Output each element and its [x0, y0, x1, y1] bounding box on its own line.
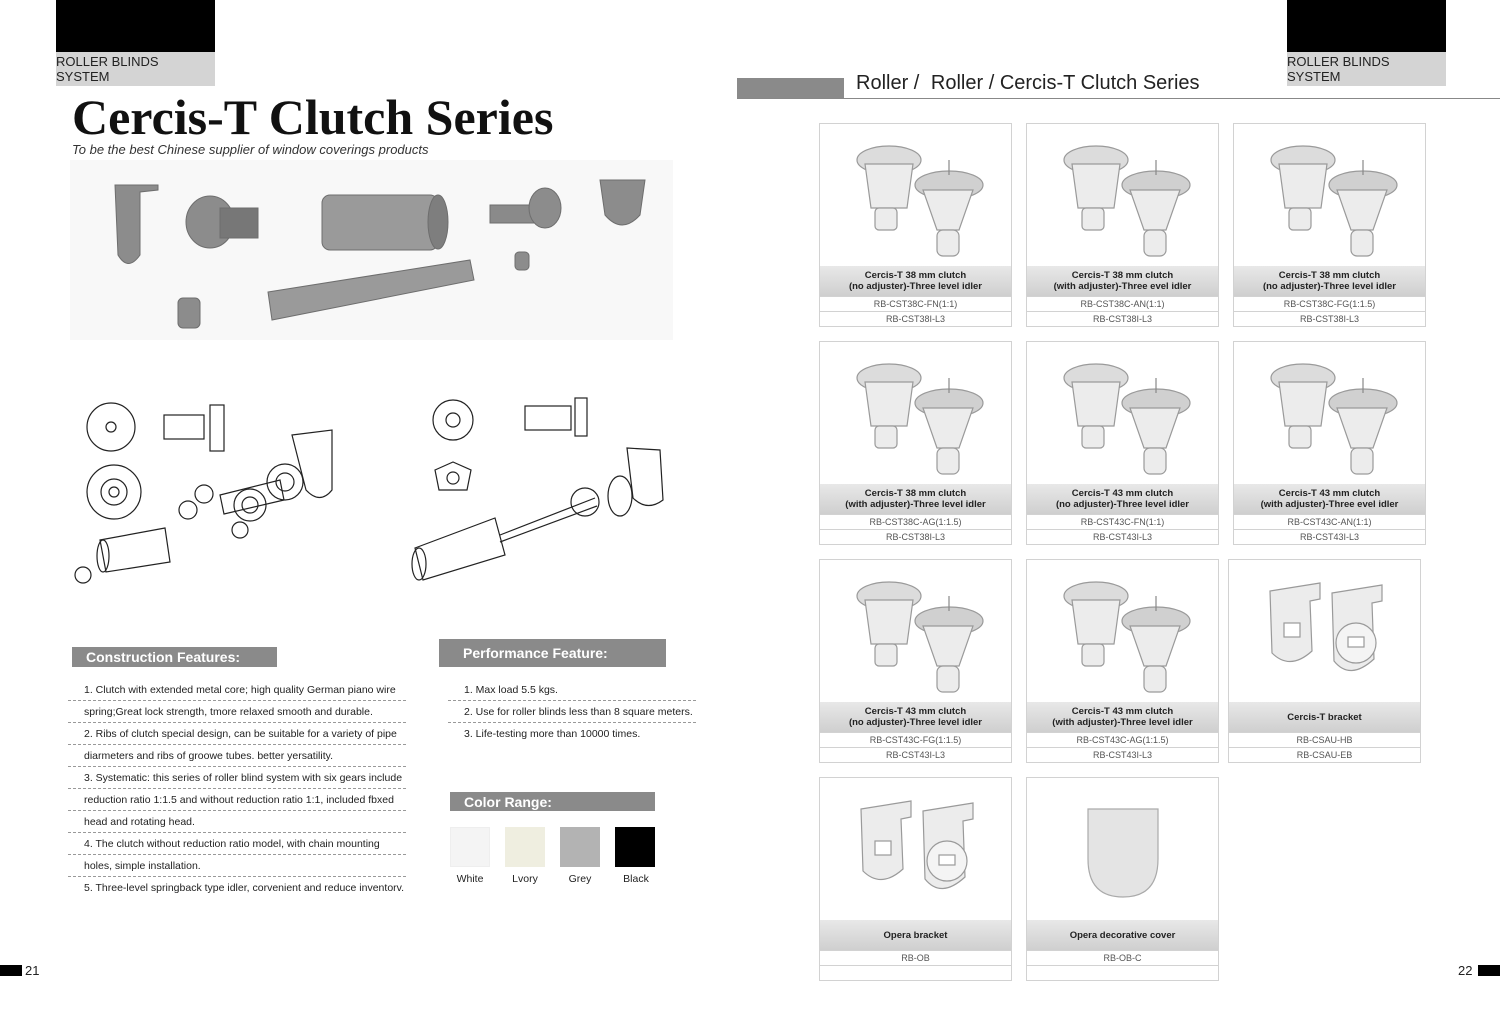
- product-name: [820, 266, 1011, 296]
- section-tag-left: ROLLER BLINDS SYSTEM: [56, 52, 215, 86]
- product-name-line-1: Cercis-T 38 mm clutch: [1071, 270, 1174, 281]
- product-name-line-1: Cercis-T bracket: [1287, 711, 1362, 723]
- product-code: RB-CST38I-L3: [1234, 311, 1425, 326]
- product-code: [820, 965, 1011, 980]
- product-card: [1026, 777, 1219, 981]
- breadcrumb-rule: [737, 98, 1500, 99]
- list-item: 3. Systematic: this series of roller blind system with six gears include: [68, 767, 406, 789]
- color-label-ivory: Lvory: [512, 873, 538, 885]
- product-code: RB-CSAU-EB: [1229, 747, 1420, 762]
- product-name-line-1: Cercis-T 38 mm clutch: [864, 270, 967, 281]
- product-card: [819, 341, 1012, 545]
- color-swatch-ivory: [505, 827, 545, 867]
- exploded-diagram-right: [405, 390, 670, 590]
- page-number-right: 22: [1458, 963, 1473, 978]
- list-item: head and rotating head.: [68, 811, 406, 833]
- product-code: RB-CST38C-FN(1:1): [820, 296, 1011, 311]
- clutch-idler-icon: [820, 124, 1011, 266]
- product-name-line-1: Cercis-T 43 mm clutch: [1278, 488, 1381, 499]
- product-name-line-2: (with adjuster)-Three evel idler: [1260, 499, 1399, 510]
- clutch-idler-icon: [1027, 124, 1218, 266]
- product-code: RB-CST38C-FG(1:1.5): [1234, 296, 1425, 311]
- color-range-heading: Color Range:: [450, 792, 655, 811]
- product-code: RB-CST43C-FN(1:1): [1027, 514, 1218, 529]
- clutch-idler-icon: [820, 342, 1011, 484]
- product-name: [820, 920, 1011, 950]
- list-item: spring;Great lock strength, tmore relaxed smooth and durable.: [68, 701, 406, 723]
- page-marker-right: [1478, 965, 1500, 976]
- product-card: [819, 559, 1012, 763]
- product-card: [1233, 123, 1426, 327]
- product-code: RB-OB: [820, 950, 1011, 965]
- header-black-block-left: [56, 0, 215, 52]
- color-label-white: White: [456, 873, 484, 885]
- product-name-line-2: (no adjuster)-Three level idler: [848, 281, 983, 292]
- list-item: 2. Use for roller blinds less than 8 square meters.: [448, 701, 696, 723]
- color-swatch-grey: [560, 827, 600, 867]
- product-name: [1027, 920, 1218, 950]
- product-code: RB-CST38I-L3: [820, 311, 1011, 326]
- color-swatch-white: [450, 827, 490, 867]
- list-item: reduction ratio 1:1.5 and without reduction ratio 1:1, included fbxed: [68, 789, 406, 811]
- product-code: RB-CSAU-HB: [1229, 732, 1420, 747]
- product-name: [1027, 266, 1218, 296]
- page-marker-left: [0, 965, 22, 976]
- product-card: [819, 123, 1012, 327]
- product-name: [820, 484, 1011, 514]
- exploded-diagram-left: [70, 390, 370, 590]
- product-code: RB-CST43I-L3: [1234, 529, 1425, 544]
- product-card: [1026, 123, 1219, 327]
- page-number-left: 21: [25, 963, 40, 978]
- page-subtitle: To be the best Chinese supplier of window coverings products: [72, 142, 429, 157]
- product-code: RB-CST43C-AN(1:1): [1234, 514, 1425, 529]
- product-name-line-1: Cercis-T 43 mm clutch: [1071, 706, 1174, 717]
- header-black-block-right: [1287, 0, 1446, 52]
- performance-features-list: [448, 679, 696, 745]
- product-name-line-1: Opera bracket: [883, 929, 948, 941]
- list-item: 1. Clutch with extended metal core; high quality German piano wire: [68, 679, 406, 701]
- list-item: 5. Three-level springback type idler, corvenient and reduce inventorv.: [84, 882, 405, 894]
- list-item: holes, simple installation.: [68, 855, 406, 877]
- product-card: [1026, 559, 1219, 763]
- product-code: RB-CST43I-L3: [820, 747, 1011, 762]
- list-item: diarmeters and ribs of groowe tubes. better yersatility.: [68, 745, 406, 767]
- product-name-line-2: (no adjuster)-Three level idler: [848, 717, 983, 728]
- product-name: [1027, 484, 1218, 514]
- product-code: RB-CST38I-L3: [1027, 311, 1218, 326]
- list-item: 1. Max load 5.5 kgs.: [448, 679, 696, 701]
- product-name-line-1: Opera decorative cover: [1069, 929, 1176, 941]
- bracket-icon: [1229, 560, 1420, 702]
- product-name-line-2: (with adjuster)-Three level idler: [1052, 717, 1193, 728]
- product-name: [1234, 266, 1425, 296]
- breadcrumb: [856, 72, 1200, 95]
- product-code: [1027, 965, 1218, 980]
- page-title: Cercis-T Clutch Series: [72, 89, 554, 145]
- product-name: [1229, 702, 1420, 732]
- product-code: RB-CST43I-L3: [1027, 529, 1218, 544]
- product-name: [820, 702, 1011, 732]
- list-item: 3. Life-testing more than 10000 times.: [464, 728, 641, 740]
- color-label-grey: Grey: [568, 873, 592, 885]
- product-code: RB-OB-C: [1027, 950, 1218, 965]
- clutch-idler-icon: [1027, 342, 1218, 484]
- bracket-icon: [820, 778, 1011, 920]
- product-name-line-2: (with adjuster)-Three evel idler: [1053, 281, 1192, 292]
- clutch-idler-icon: [820, 560, 1011, 702]
- section-tag-right: ROLLER BLINDS SYSTEM: [1287, 52, 1446, 86]
- product-components-photo: [70, 160, 673, 340]
- product-name-line-2: (no adjuster)-Three level idler: [1055, 499, 1190, 510]
- list-item: 2. Ribs of clutch special design, can be suitable for a variety of pipe: [68, 723, 406, 745]
- product-name-line-1: Cercis-T 43 mm clutch: [1071, 488, 1174, 499]
- product-card: [1228, 559, 1421, 763]
- product-code: RB-CST38C-AG(1:1.5): [820, 514, 1011, 529]
- cover-icon: [1027, 778, 1218, 920]
- product-name-line-1: Cercis-T 43 mm clutch: [864, 706, 967, 717]
- color-swatch-black: [615, 827, 655, 867]
- product-name-line-1: Cercis-T 38 mm clutch: [864, 488, 967, 499]
- breadcrumb-bar: [737, 78, 844, 99]
- breadcrumb-rest: Roller / Cercis-T Clutch Series: [930, 72, 1200, 94]
- construction-features-list: [68, 679, 406, 899]
- product-code: RB-CST43C-AG(1:1.5): [1027, 732, 1218, 747]
- product-name: [1234, 484, 1425, 514]
- product-name-line-2: (no adjuster)-Three level idler: [1262, 281, 1397, 292]
- clutch-idler-icon: [1027, 560, 1218, 702]
- product-code: RB-CST38C-AN(1:1): [1027, 296, 1218, 311]
- product-card: [819, 777, 1012, 981]
- breadcrumb-first: Roller /: [856, 72, 920, 94]
- clutch-idler-icon: [1234, 124, 1425, 266]
- product-card: [1233, 341, 1426, 545]
- color-label-black: Black: [623, 873, 649, 885]
- clutch-idler-icon: [1234, 342, 1425, 484]
- performance-feature-heading: Performance Feature:: [439, 639, 666, 667]
- product-card: [1026, 341, 1219, 545]
- product-name-line-2: (with adjuster)-Three level idler: [845, 499, 986, 510]
- list-item: 4. The clutch without reduction ratio model, with chain mounting: [68, 833, 406, 855]
- product-code: RB-CST43C-FG(1:1.5): [820, 732, 1011, 747]
- product-code: RB-CST43I-L3: [1027, 747, 1218, 762]
- product-name: [1027, 702, 1218, 732]
- product-name-line-1: Cercis-T 38 mm clutch: [1278, 270, 1381, 281]
- product-code: RB-CST38I-L3: [820, 529, 1011, 544]
- construction-features-heading: Construction Features:: [72, 647, 277, 667]
